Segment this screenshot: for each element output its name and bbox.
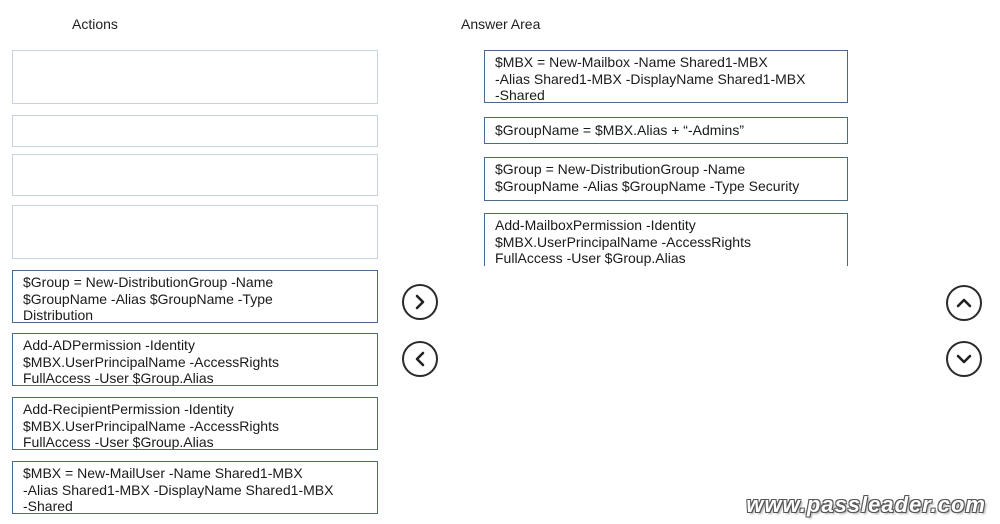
action-item-new-mailuser[interactable]: $MBX = New-MailUser -Name Shared1-MBX -Alias Shared1-MBX -DisplayName Shared1-MBX -Shared: [12, 461, 378, 514]
empty-action-slot: [12, 205, 378, 259]
action-item-add-recipientpermission[interactable]: Add-RecipientPermission -Identity $MBX.UserPrincipalName -AccessRights FullAccess -User $Group.Alias: [12, 397, 378, 450]
move-right-button[interactable]: [402, 284, 438, 320]
answer-area-heading: Answer Area: [461, 16, 541, 32]
answer-item-mailbox-permission[interactable]: Add-MailboxPermission -Identity $MBX.UserPrincipalName -AccessRights FullAccess -User $Group.Alias: [484, 213, 848, 266]
chevron-left-icon: [411, 350, 429, 368]
empty-action-slot: [12, 50, 378, 104]
action-item-add-adpermission[interactable]: Add-ADPermission -Identity $MBX.UserPrincipalName -AccessRights FullAccess -User $Group.Alias: [12, 333, 378, 386]
action-item-distribution-group[interactable]: $Group = New-DistributionGroup -Name $GroupName -Alias $GroupName -Type Distribution: [12, 270, 378, 323]
move-up-button[interactable]: [946, 285, 982, 321]
move-down-button[interactable]: [946, 341, 982, 377]
chevron-up-icon: [955, 294, 973, 312]
answer-item-new-mailbox[interactable]: $MBX = New-Mailbox -Name Shared1-MBX -Alias Shared1-MBX -DisplayName Shared1-MBX -Shared: [484, 50, 848, 103]
watermark: www.passleader.com: [746, 492, 986, 517]
chevron-right-icon: [411, 293, 429, 311]
move-left-button[interactable]: [402, 341, 438, 377]
actions-heading: Actions: [72, 16, 118, 32]
chevron-down-icon: [955, 350, 973, 368]
empty-action-slot: [12, 115, 378, 147]
answer-item-group-name[interactable]: $GroupName = $MBX.Alias + “-Admins”: [484, 117, 848, 144]
empty-action-slot: [12, 154, 378, 196]
answer-item-security-group[interactable]: $Group = New-DistributionGroup -Name $GroupName -Alias $GroupName -Type Security: [484, 157, 848, 201]
